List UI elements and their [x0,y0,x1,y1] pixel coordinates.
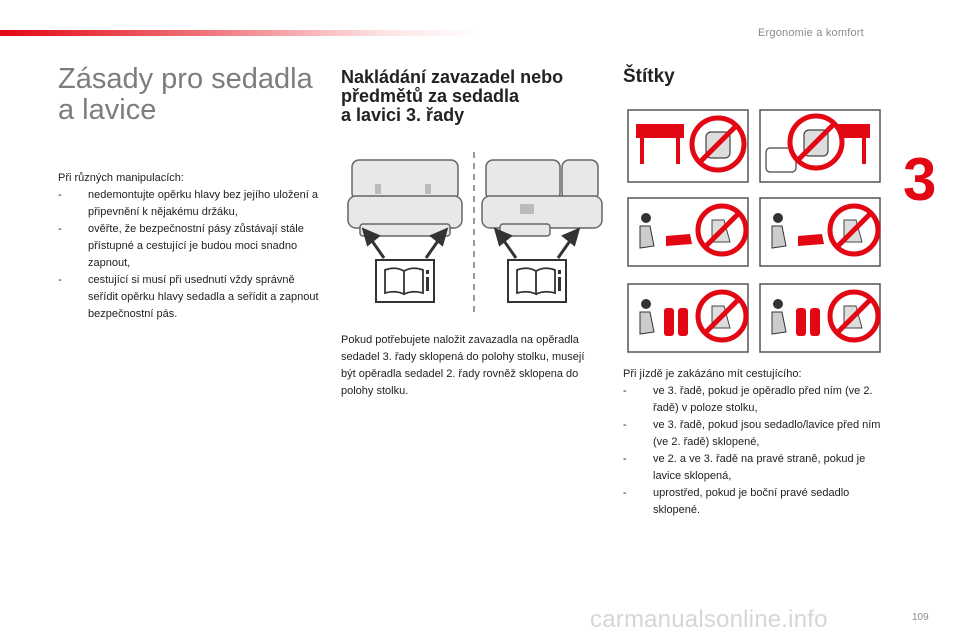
watermark: carmanualsonline.info [590,606,828,633]
top-accent-bar [0,30,480,36]
list-item: - ověřte, že bezpečnostní pásy zůstávají stále přístupné a cestující je budou moci snadno zapnout, [58,223,304,269]
prohibited-passenger-icon [626,108,884,356]
section-title-seats: Zásady pro sedadla a lavice [58,63,313,126]
list-item: - ve 3. řadě, pokud jsou sedadlo/lavice před ním (ve 2. řadě) sklopené, [623,419,881,448]
seats-text [58,170,320,323]
labels-list [623,383,891,519]
list-item: - nedemontujte opěrku hlavy bez jejího uložení a připevnění k nějakému držáku, [58,189,318,218]
section-title-labels: Štítky [623,66,675,87]
loading-paragraph: Pokud potřebujete naložit zavazadla na opěradla sedadel 3. řady sklopená do polohy stolku, musejí být opěradla sedadel 2. řady rovněž sklopena do polohy stolku. [341,334,585,397]
list-item: - ve 2. a ve 3. řadě na pravé straně, pokud je lavice sklopená, [623,453,866,482]
list-item: - ve 3. řadě, pokud je opěradlo před ním (ve 2. řadě) v poloze stolku, [623,385,873,414]
labels-text [623,366,891,519]
seats-list [58,187,320,323]
list-item: - uprostřed, pokud je boční pravé sedadlo sklopené. [623,487,850,516]
labels-intro: Při jízdě je zakázáno mít cestujícího: [623,368,802,380]
chapter-number: 3 [903,146,937,213]
seats-intro: Při různých manipulacích: [58,172,184,184]
book-icon [376,260,434,302]
book-icon [508,260,566,302]
seat-3row-icon [340,148,610,318]
page-number: 109 [912,612,929,623]
section-title-loading: Nakládání zavazadel nebo předmětů za sedadla a lavici 3. řady [341,67,564,125]
list-item: - cestující si musí při usednutí vždy správně seřídit opěrku hlavy sedadla a seřídit a zapnout bezpečnostní pás. [58,274,319,320]
chapter-title: Ergonomie a komfort [758,27,864,39]
